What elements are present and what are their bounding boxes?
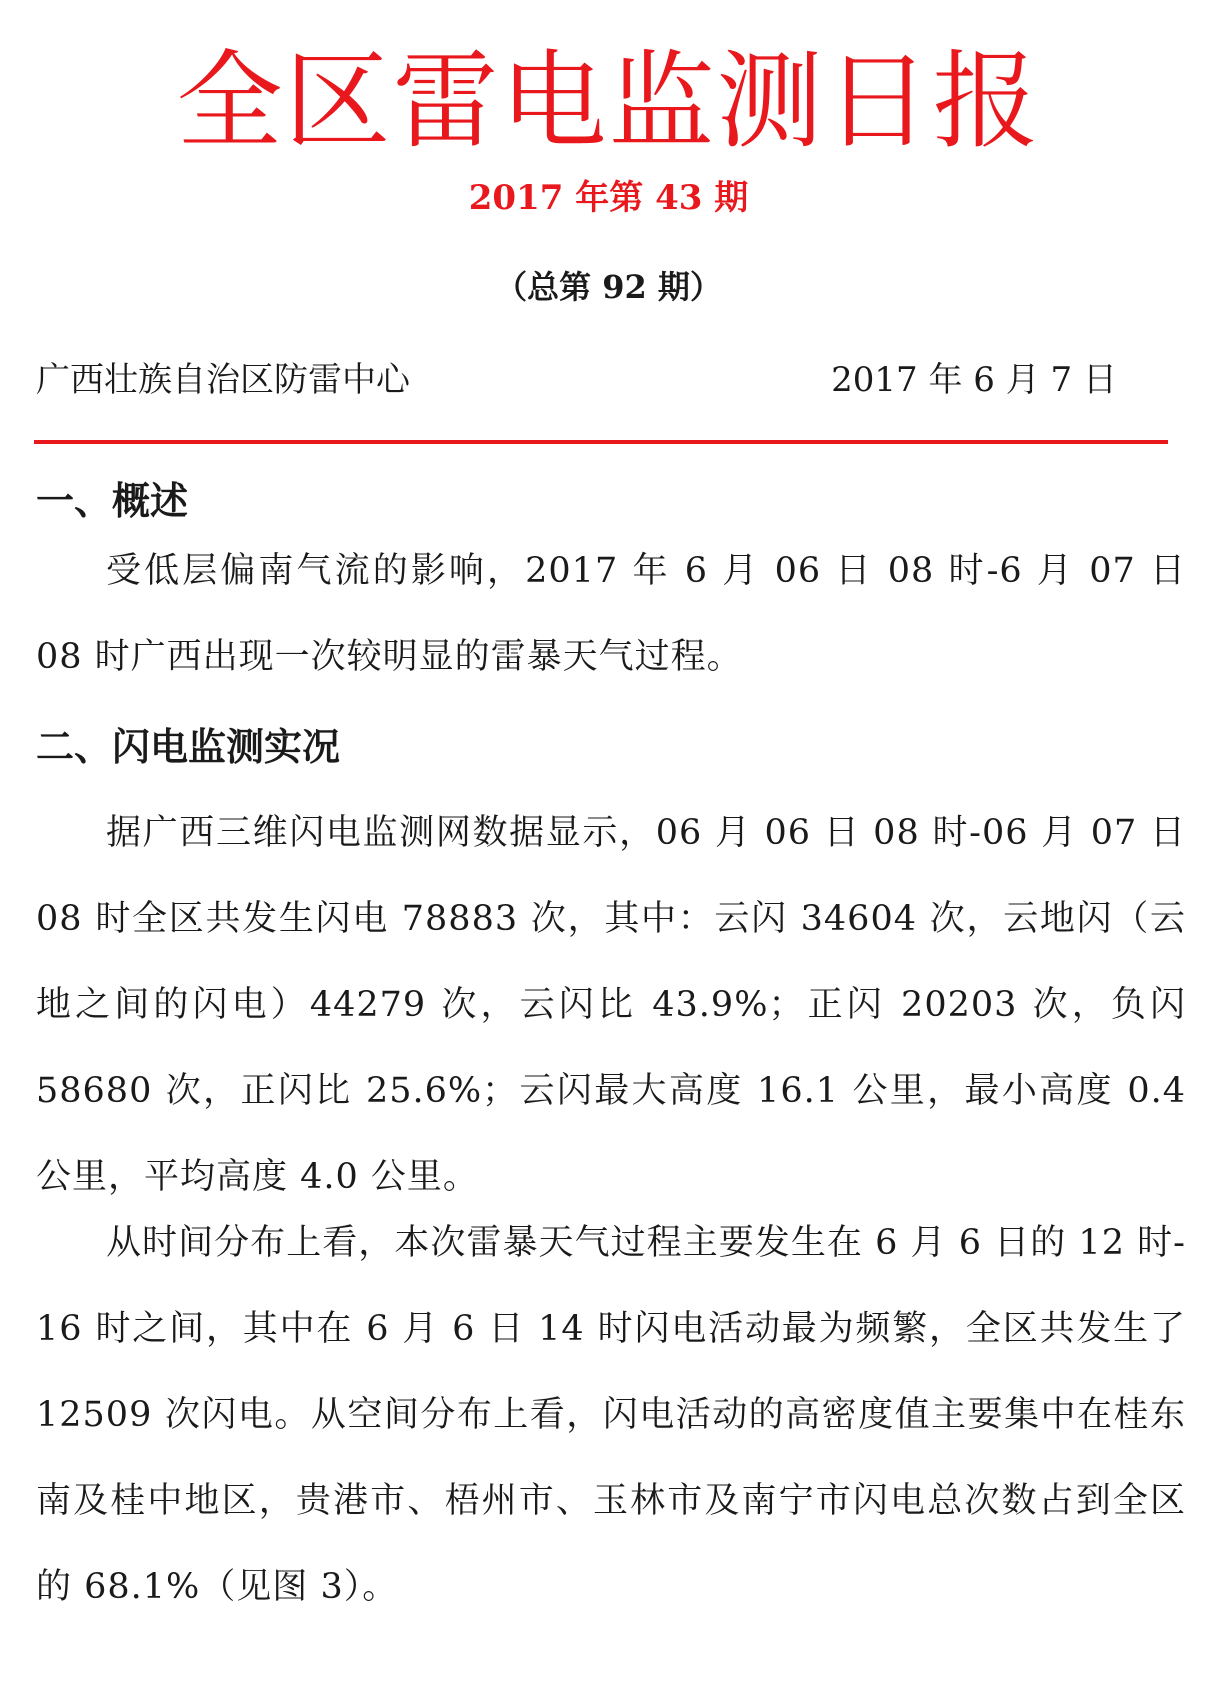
- monitoring-paragraph-1: [36, 790, 1186, 1220]
- publication-date: 2017 年 6 月 7 日: [831, 360, 1117, 400]
- paragraph-text: 受低层偏南气流的影响，2017 年 6 月 06 日 08 时-6 月 07 日 08 时广西出现一次较明显的雷暴天气过程。: [36, 551, 1186, 677]
- report-title: 全区雷电监测日报: [176, 40, 1041, 163]
- section-heading-overview: 一、概述: [36, 479, 189, 523]
- paragraph-text: 据广西三维闪电监测网数据显示，06 月 06 日 08 时-06 月 07 日 08 时全区共发生闪电 78883 次，其中：云闪 34604 次，云地闪（云地之间的闪电）44279 次，云闪比 43.9%；正闪 20203 次，负闪 58680 次，正闪比 25.6%；云闪最大高度 16.1 公里，最小高度 0.4 公里，平均高度 4.0 公里。: [36, 813, 1186, 1197]
- issue-number: 2017 年第 43 期: [468, 178, 749, 218]
- paragraph-text: 从时间分布上看，本次雷暴天气过程主要发生在 6 月 6 日的 12 时- 16 时之间，其中在 6 月 6 日 14 时闪电活动最为频繁，全区共发生了 12509 次闪电。从空间分布上看，闪电活动的高密度值主要集中在桂东南及桂中地区，贵港市、梧州市、玉林市及南宁市闪电总次数占到全区的 68.1%（见图 3）。: [36, 1223, 1186, 1607]
- publisher: 广西壮族自治区防雷中心: [36, 360, 410, 400]
- overview-paragraph: [36, 528, 1186, 700]
- total-issue-number: （总第 92 期）: [495, 268, 722, 306]
- section-heading-monitoring: 二、闪电监测实况: [36, 725, 341, 769]
- monitoring-paragraph-2: [36, 1200, 1186, 1630]
- header-divider: [34, 440, 1168, 444]
